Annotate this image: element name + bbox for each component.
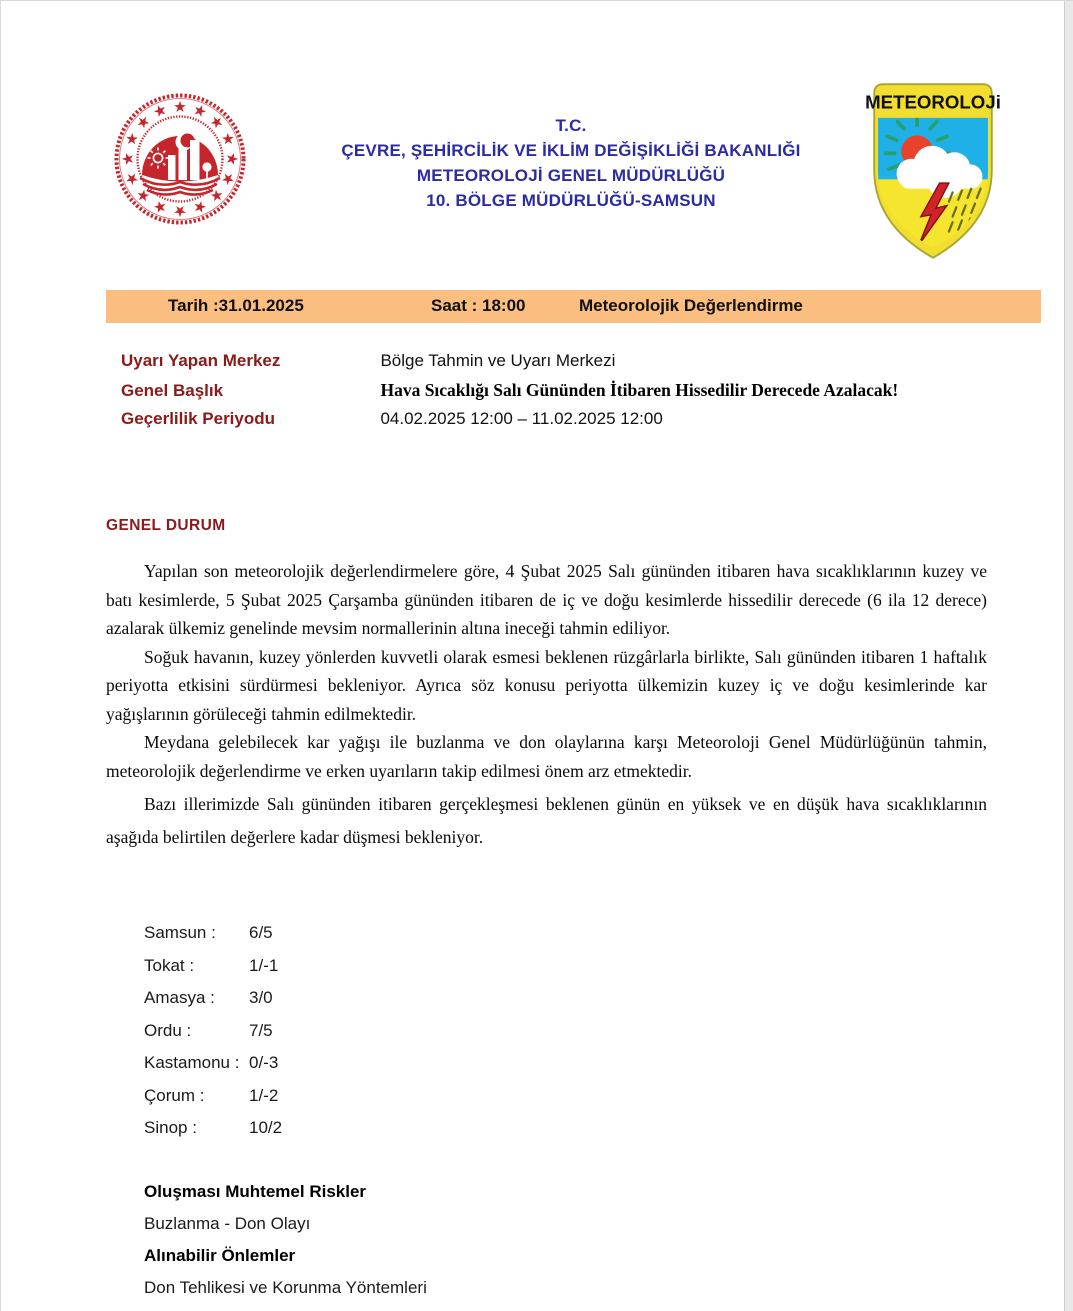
paragraph-1: Yapılan son meteorolojik değerlendirmelere göre, 4 Şubat 2025 Salı gününden itibaren hava sıcaklıklarının kuzey ve batı kesimlerde, 5 Şubat 2025 Çarşamba gününden itibaren de iç ve doğu kesimlerde hissedilir derecede (6 ila 12 derece) azalarak ülkemiz genelinde mevsim normallerinin altına ineceği tahmin ediliyor. (106, 561, 987, 638)
detail-label: Uyarı Yapan Merkez (121, 351, 281, 370)
header-line-region: 10. BÖLGE MÜDÜRLÜĞÜ-SAMSUN (426, 191, 716, 210)
city-name: Amasya : (144, 988, 215, 1007)
city-name: Çorum : (144, 1085, 205, 1105)
risks-title: Oluşması Muhtemel Riskler (144, 1182, 367, 1201)
info-type: Meteorolojik Değerlendirme (579, 296, 803, 315)
city-value: 3/0 (249, 988, 273, 1007)
city-row (144, 1021, 282, 1054)
city-temperature-list (144, 923, 282, 1151)
city-value: 6/5 (249, 923, 273, 942)
measures-title: Alınabilir Önlemler (144, 1246, 296, 1265)
detail-value: Bölge Tahmin ve Uyarı Merkezi (380, 351, 616, 370)
detail-value: 04.02.2025 12:00 – 11.02.2025 12:00 (380, 409, 663, 428)
city-row (144, 1118, 282, 1151)
info-bar (106, 290, 1041, 323)
meteorology-shield-logo (863, 77, 1003, 263)
header-line-ministry: ÇEVRE, ŞEHİRCİLİK VE İKLİM DEĞİŞİKLİĞİ BAKANLIĞI (341, 141, 801, 160)
city-value: 0/-3 (249, 1053, 279, 1072)
risk-item: Buzlanma - Don Olayı (144, 1214, 311, 1233)
city-value: 1/-2 (249, 1085, 279, 1105)
city-row (144, 988, 282, 1021)
city-row (144, 923, 282, 956)
city-row (144, 956, 282, 989)
header-line-directorate: METEOROLOJİ GENEL MÜDÜRLÜĞÜ (416, 166, 726, 185)
detail-label: Genel Başlık (121, 381, 224, 400)
paragraph-4: Bazı illerimizde Salı gününden itibaren gerçekleşmesi beklenen günün en yüksek ve en düşük hava sıcaklıklarının aşağıda belirtilen değerlere kadar düşmesi bekleniyor. (106, 794, 987, 847)
city-name: Samsun : (144, 923, 216, 942)
warning-details (121, 351, 898, 438)
measure-item: Don Tehlikesi ve Korunma Yöntemleri (144, 1278, 427, 1297)
city-row (144, 1086, 282, 1119)
city-name: Sinop : (144, 1118, 197, 1137)
info-time: Saat : 18:00 (431, 296, 526, 315)
detail-row-period (121, 409, 898, 438)
header-title-block (251, 113, 891, 213)
city-name: Kastamonu : (144, 1053, 240, 1072)
page-edge-strip (1064, 1, 1073, 1311)
detail-value: Hava Sıcaklığı Salı Gününden İtibaren Hissedilir Derecede Azalacak! (380, 380, 899, 400)
general-situation-text (106, 557, 987, 854)
ministry-seal-logo (113, 85, 247, 233)
city-row (144, 1053, 282, 1086)
detail-row-title (121, 380, 898, 409)
city-value: 1/-1 (249, 955, 279, 975)
city-value: 10/2 (249, 1118, 283, 1137)
detail-label: Geçerlilik Periyodu (121, 409, 276, 428)
info-date: Tarih :31.01.2025 (168, 296, 304, 315)
detail-row-center (121, 351, 898, 380)
city-value: 7/5 (249, 1020, 273, 1040)
section-title-genel-durum: GENEL DURUM (106, 517, 226, 534)
shield-label: METEOROLOJi (865, 91, 1001, 113)
header-line-tc: T.C. (555, 116, 587, 135)
paragraph-3: Meydana gelebilecek kar yağışı ile buzlanma ve don olaylarına karşı Meteoroloji Genel Müdürlüğünün tahmin, meteorolojik değerlendirme ve erken uyarıların takip edilmesi önem arz etmektedir. (106, 732, 987, 781)
paragraph-2: Soğuk havanın, kuzey yönlerden kuvvetli olarak esmesi beklenen rüzgârlarla birlikte, Salı gününden itibaren 1 haftalık periyotta etkisini sürdürmesi bekleniyor. Ayrıca söz konusu periyotta ülkemizin kuzey iç ve doğu kesimlerinde kar yağışlarının görüleceği tahmin edilmektedir. (106, 646, 987, 724)
risks-section (144, 1182, 427, 1310)
city-name: Tokat : (144, 955, 195, 975)
city-name: Ordu : (144, 1020, 192, 1040)
